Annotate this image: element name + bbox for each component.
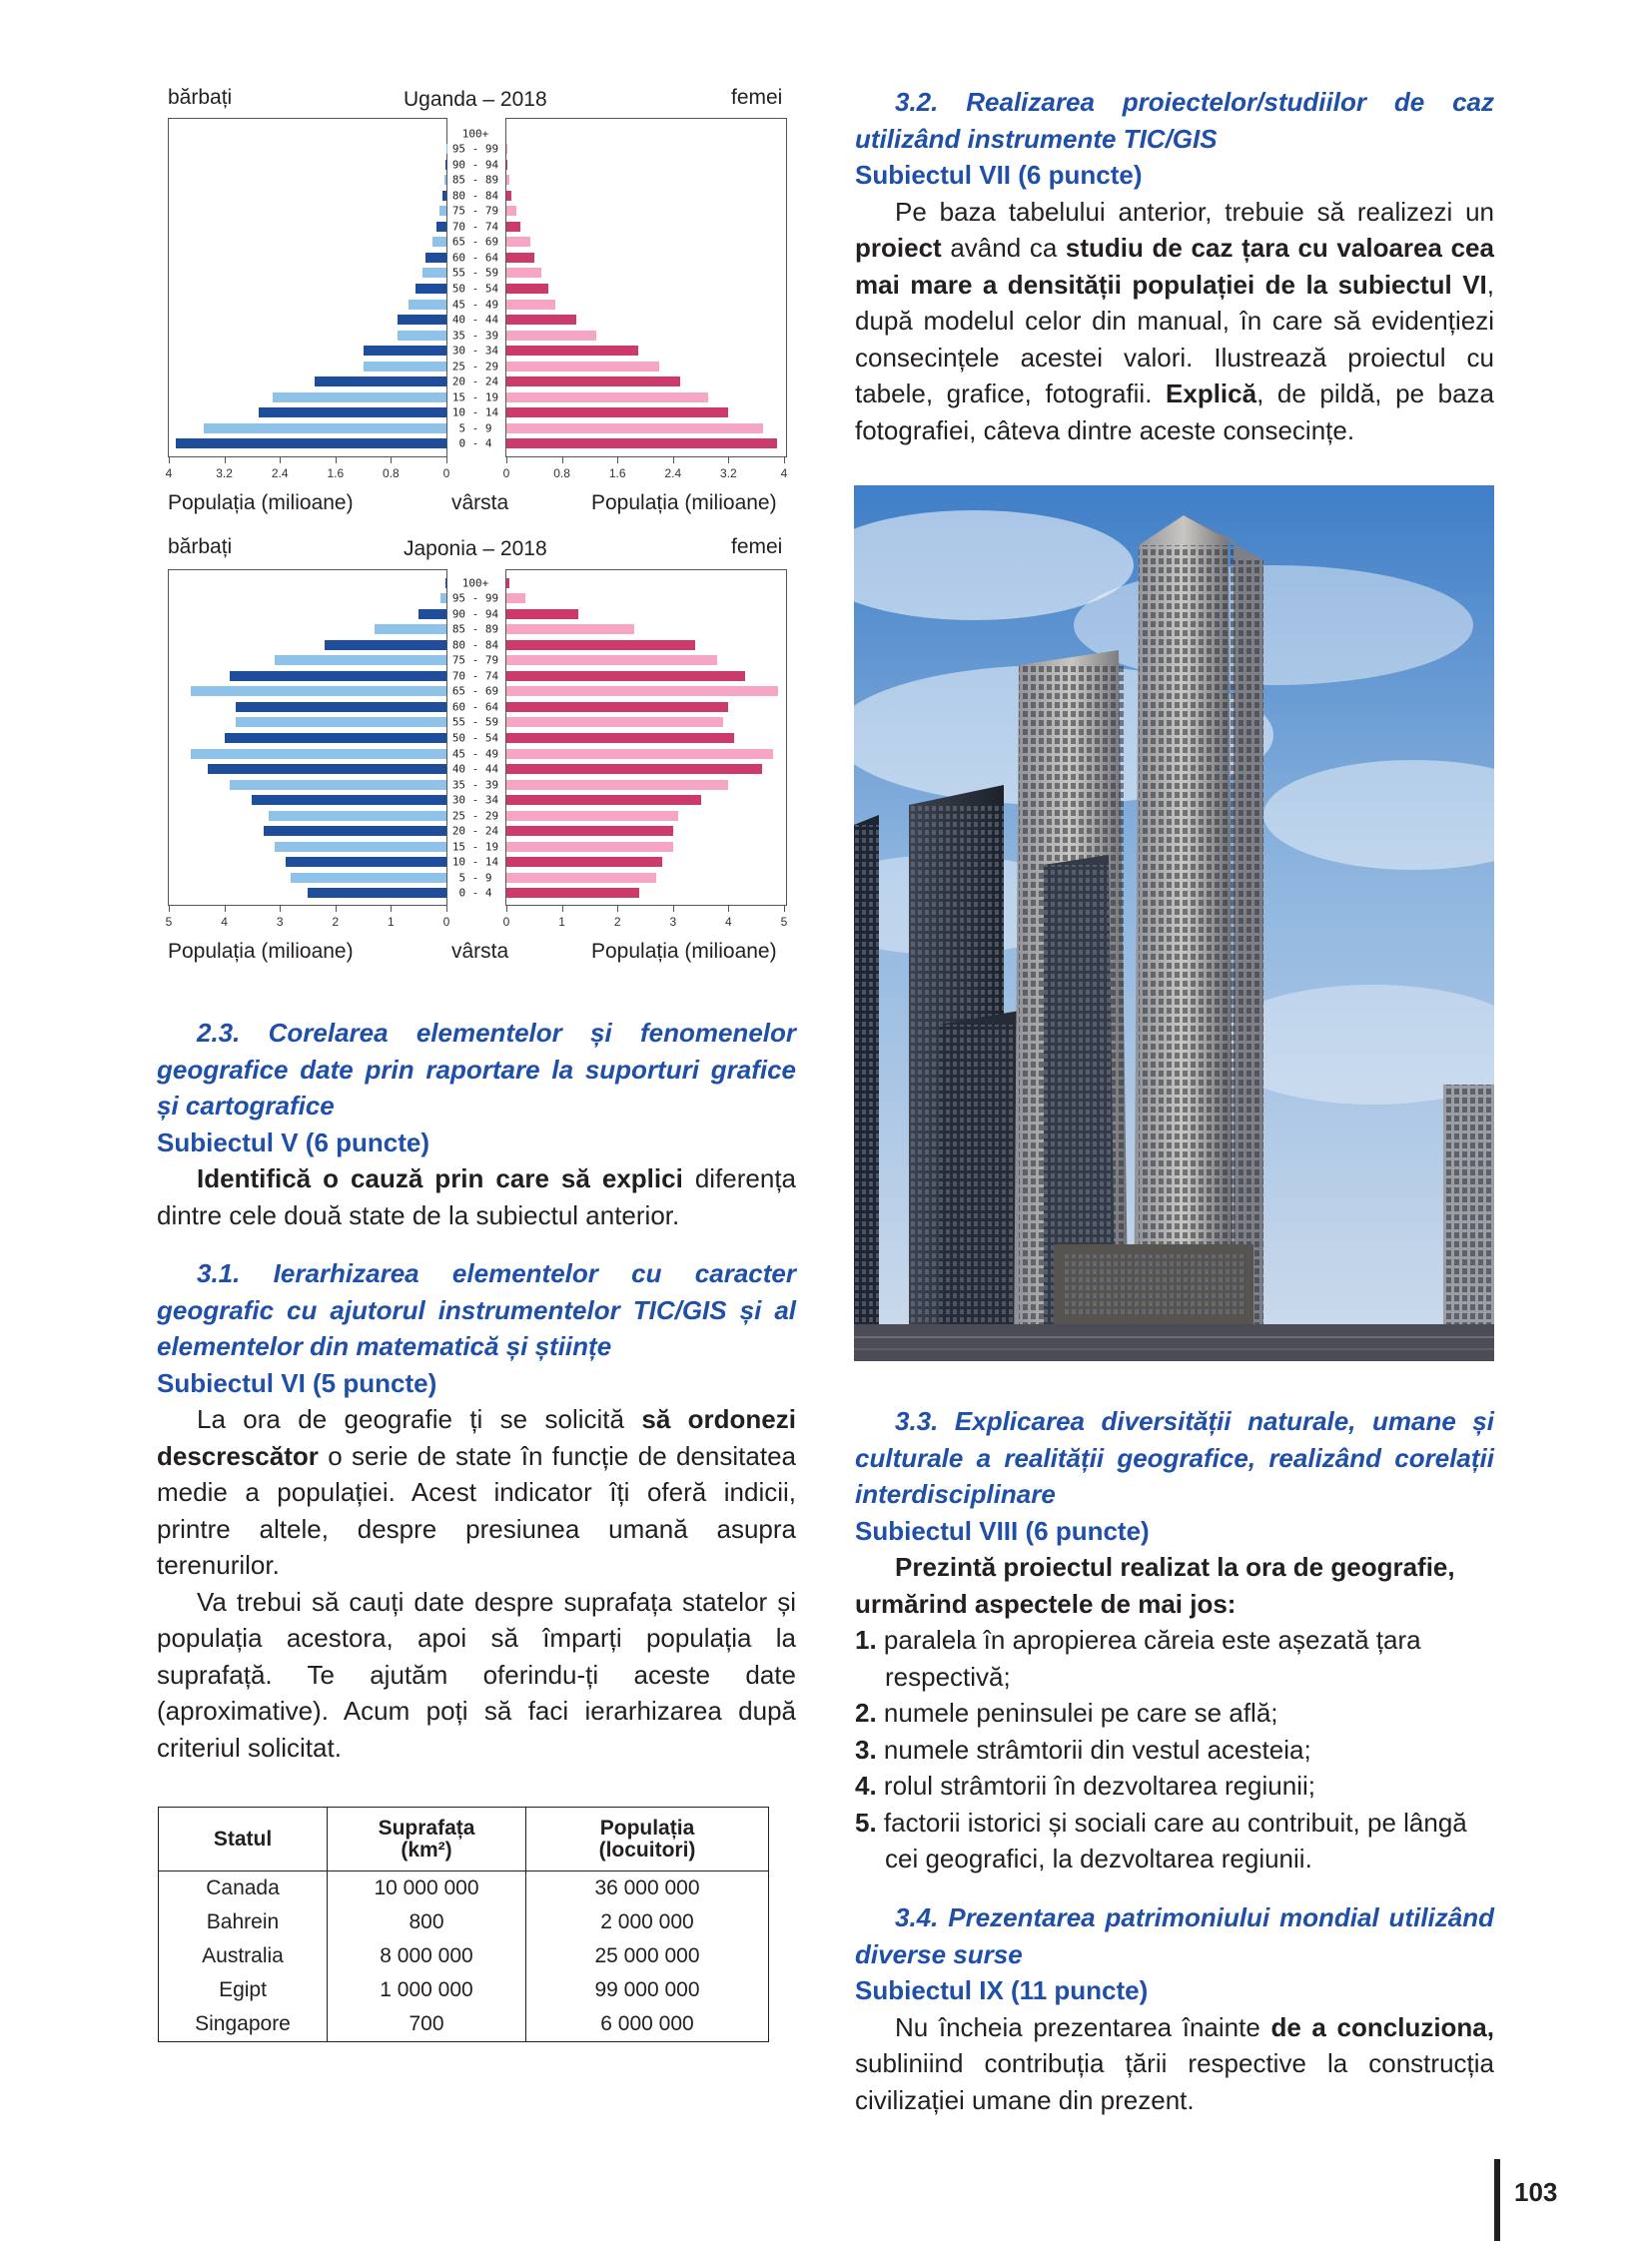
paragraph	[157, 1401, 796, 1584]
text: diferența dintre cele două state de la subiectul anterior.	[157, 1163, 797, 1230]
subject-title: Subiectul VII (6 puncte)	[855, 160, 1143, 190]
x-tick	[784, 905, 785, 912]
x-label-center: vârsta	[451, 491, 509, 514]
age-group-label: 30 - 34	[451, 793, 499, 807]
x-tick-label: 5	[780, 915, 788, 929]
table-row	[159, 1939, 769, 1973]
x-tick-label: 1	[388, 915, 395, 929]
x-tick-label: 5	[165, 915, 173, 929]
x-tick-label: 0	[502, 466, 510, 480]
x-tick	[336, 456, 337, 463]
x-tick	[391, 456, 392, 463]
x-tick-label: 0	[442, 915, 450, 929]
x-tick-label: 0.8	[383, 466, 400, 480]
column-header	[526, 1808, 769, 1871]
x-tick	[446, 905, 447, 912]
age-group-label: 45 - 49	[451, 747, 499, 761]
text: Nu încheia prezentarea înainte	[895, 2011, 1271, 2042]
female-bar	[506, 857, 662, 867]
female-bar	[506, 593, 525, 603]
section-3-2	[855, 84, 1494, 448]
age-group-label: 55 - 59	[451, 266, 499, 280]
age-group-label: 65 - 69	[451, 684, 499, 698]
x-tick-label: 3	[276, 915, 284, 929]
list-number: 3.	[855, 1734, 884, 1765]
subject-title: Subiectul IX (11 puncte)	[855, 1975, 1149, 2005]
age-group-label: 85 - 89	[451, 173, 499, 187]
female-bar	[506, 284, 548, 294]
age-group-label: 50 - 54	[451, 282, 499, 296]
x-tick-label: 2	[613, 915, 621, 929]
x-tick	[446, 456, 447, 463]
age-group-label: 80 - 84	[451, 638, 499, 652]
age-group-label: 35 - 39	[451, 329, 499, 343]
table-cell: 700	[328, 2007, 526, 2042]
male-bar	[252, 795, 446, 805]
age-group-label: 60 - 64	[451, 700, 499, 714]
female-bar	[506, 888, 639, 898]
female-bar	[506, 438, 777, 448]
age-group-label: 15 - 19	[451, 390, 499, 404]
table-cell: 10 000 000	[328, 1871, 526, 1906]
age-group-label: 40 - 44	[451, 313, 499, 327]
header-line: (km²)	[401, 1838, 452, 1862]
bold-text: de a concluziona,	[1270, 2011, 1494, 2042]
female-bar	[506, 624, 634, 634]
table-cell: 1 000 000	[328, 1973, 526, 2007]
male-bar	[422, 268, 446, 278]
x-tick	[617, 456, 618, 463]
female-bar	[506, 253, 534, 263]
female-bar	[506, 407, 728, 417]
female-bar	[506, 191, 511, 201]
x-tick	[784, 456, 785, 463]
list-number: 5.	[855, 1807, 884, 1838]
female-bar	[506, 717, 723, 727]
male-bar	[291, 873, 446, 883]
male-label: bărbați	[168, 535, 233, 558]
age-group-label: 5 - 9	[458, 421, 492, 435]
x-label-left: Populația (milioane)	[168, 940, 354, 963]
x-tick-label: 1	[558, 915, 565, 929]
female-bar	[506, 376, 680, 386]
list-item	[855, 1695, 1494, 1732]
list-item	[855, 1732, 1494, 1769]
male-bar	[208, 764, 446, 774]
x-tick-label: 4	[221, 915, 228, 929]
female-bar	[506, 392, 708, 402]
male-bar	[325, 640, 446, 650]
subject-title: Subiectul V (6 puncte)	[157, 1126, 430, 1157]
male-bar	[415, 284, 446, 294]
age-group-label: 20 - 24	[451, 824, 499, 838]
female-bar	[506, 686, 778, 696]
table-cell: 36 000 000	[526, 1871, 769, 1906]
bold-text: proiect	[855, 233, 942, 263]
table-cell: 2 000 000	[526, 1905, 769, 1939]
paragraph: Va trebui să cauți date despre suprafața statelor și populația acestora, apoi să împarți populația la suprafață. Te ajutăm oferindu-ți aceste date (aproximative). Acum poți să faci ierarhizarea după criteriul solicitat.	[157, 1586, 796, 1763]
male-bar	[176, 438, 446, 448]
male-bar	[259, 407, 446, 417]
subject-title: Subiectul VIII (6 puncte)	[855, 1515, 1150, 1546]
table-cell: 99 000 000	[526, 1973, 769, 2007]
x-tick	[169, 905, 170, 912]
table-cell: Egipt	[159, 1973, 328, 2007]
female-bar	[506, 175, 509, 185]
list-text: numele peninsulei pe care se află;	[883, 1698, 1278, 1728]
table-cell: 800	[328, 1905, 526, 1939]
male-bar	[418, 609, 446, 619]
text: , după modelul celor din manual, în care să evidențiezi consecințele acestei valori. Ilustrează proiectul cu tabele, grafice, fotografii.	[855, 269, 1494, 408]
chart-title: Uganda – 2018	[404, 88, 547, 111]
table-cell: 25 000 000	[526, 1939, 769, 1973]
x-tick	[280, 905, 281, 912]
x-tick	[562, 456, 563, 463]
x-tick-label: 1.6	[608, 466, 626, 480]
age-group-label: 75 - 79	[451, 653, 499, 667]
male-bar	[275, 842, 446, 852]
header-line: Populația	[599, 1816, 695, 1840]
female-bar	[506, 733, 734, 743]
age-group-label: 35 - 39	[451, 778, 499, 792]
age-group-label: 70 - 74	[451, 220, 499, 234]
section-3-1	[157, 1255, 796, 1766]
section-heading: 3.1. Ierarhizarea elementelor cu caracter geografic cu ajutorul instrumentelor TIC/GIS și al elementelor din matematică și științe	[157, 1258, 796, 1361]
age-group-label: 0 - 4	[458, 886, 492, 900]
x-tick	[169, 456, 170, 463]
age-group-label: 40 - 44	[451, 762, 499, 776]
male-bar	[275, 655, 446, 665]
male-bar	[442, 191, 446, 201]
male-label: bărbați	[168, 86, 233, 109]
female-bar	[506, 842, 673, 852]
header-line: (locuitori)	[598, 1838, 696, 1862]
bold-text: Identifică o cauză prin care să explici	[197, 1163, 683, 1193]
female-bar	[506, 609, 578, 619]
paragraph	[855, 194, 1494, 449]
male-bar	[273, 392, 446, 402]
male-bar	[375, 624, 446, 634]
list-text: paralela în apropierea căreia este așezată țara respectivă;	[883, 1625, 1421, 1692]
female-label: femei	[731, 86, 783, 109]
age-group-label: 50 - 54	[451, 731, 499, 745]
list-number: 2.	[855, 1698, 884, 1728]
page-number-bar	[1494, 2159, 1500, 2241]
male-bar	[286, 857, 446, 867]
age-group-label: 60 - 64	[451, 251, 499, 265]
x-tick	[728, 905, 729, 912]
female-bar	[506, 315, 576, 325]
female-bar	[506, 655, 717, 665]
x-tick	[506, 905, 507, 912]
table-body	[159, 1871, 769, 2042]
age-group-label: 65 - 69	[451, 235, 499, 249]
section-heading: 2.3. Corelarea elementelor și fenomenelor geografice date prin raportare la suporturi grafice și cartografice	[157, 1018, 796, 1120]
male-bar	[432, 237, 446, 247]
x-tick	[391, 905, 392, 912]
x-tick-label: 2.4	[271, 466, 289, 480]
section-heading: 3.4. Prezentarea patrimoniului mondial utilizând diverse surse	[855, 1902, 1494, 1969]
male-bar	[236, 702, 446, 712]
skyline-image	[854, 485, 1494, 1361]
female-bar	[506, 222, 520, 232]
age-group-label: 25 - 29	[451, 809, 499, 823]
x-tick	[506, 456, 507, 463]
male-plot-area	[168, 118, 447, 457]
male-bar	[236, 717, 446, 727]
female-bar	[506, 640, 695, 650]
female-bar	[506, 702, 728, 712]
list-item	[855, 1622, 1494, 1695]
subject-title: Subiectul VI (5 puncte)	[157, 1367, 437, 1398]
list-item	[855, 1768, 1494, 1805]
x-tick	[673, 456, 674, 463]
list-number: 4.	[855, 1771, 884, 1801]
table-row	[159, 2007, 769, 2042]
bold-text: studiu de caz țara cu valoarea cea mai mare a densității populației de la subiectul VI	[855, 233, 1494, 300]
x-tick-label: 2.4	[664, 466, 682, 480]
section-heading: 3.3. Explicarea diversității naturale, umane și culturale a realității geografice, realizând corelații interdisciplinare	[855, 1406, 1494, 1509]
text: , de pildă, pe baza fotografiei, câteva dintre aceste consecințe.	[855, 378, 1494, 445]
female-bar	[506, 671, 745, 681]
list-text: numele strâmtorii din vestul acesteia;	[883, 1734, 1311, 1765]
section-2-3	[157, 1015, 796, 1233]
female-bar	[506, 346, 638, 356]
male-bar	[269, 811, 446, 821]
table-cell: Australia	[159, 1939, 328, 1973]
age-group-label: 80 - 84	[451, 189, 499, 203]
column-header: Statul	[159, 1808, 328, 1871]
male-bar	[440, 593, 446, 603]
age-group-label: 10 - 14	[451, 405, 499, 419]
x-tick	[336, 905, 337, 912]
male-bar	[191, 749, 446, 759]
age-group-label: 100+	[461, 576, 489, 590]
x-tick-label: 3	[669, 915, 677, 929]
table-cell: Singapore	[159, 2007, 328, 2042]
female-bar	[506, 826, 673, 836]
female-label: femei	[731, 535, 783, 558]
male-bar	[204, 423, 446, 433]
x-tick-label: 0	[442, 466, 450, 480]
female-bar	[506, 764, 762, 774]
x-tick	[673, 905, 674, 912]
paragraph	[157, 1160, 796, 1233]
table-header-row	[159, 1808, 769, 1871]
x-tick	[225, 905, 226, 912]
x-tick	[728, 456, 729, 463]
x-tick	[617, 905, 618, 912]
female-bar	[506, 160, 507, 170]
table-cell: Canada	[159, 1871, 328, 1906]
age-group-label: 5 - 9	[458, 871, 492, 885]
male-bar	[439, 206, 446, 216]
text: Pe baza tabelului anterior, trebuie să realizezi un	[895, 196, 1494, 227]
female-bar	[506, 331, 596, 341]
list-text: factorii istorici și sociali care au contribuit, pe lângă cei geografici, la dezvoltarea regiunii.	[883, 1807, 1467, 1873]
female-bar	[506, 578, 509, 588]
x-label-right: Populația (milioane)	[591, 491, 777, 514]
male-bar	[445, 160, 446, 170]
male-bar	[230, 671, 446, 681]
male-bar	[308, 888, 446, 898]
male-bar	[436, 222, 446, 232]
x-tick-label: 3.2	[216, 466, 233, 480]
text: subliniind contribuția țării respective la construcția civilizației umane din prezent.	[855, 2048, 1494, 2115]
age-group-label: 30 - 34	[451, 344, 499, 358]
male-bar	[264, 826, 446, 836]
male-bar	[444, 175, 446, 185]
female-bar	[506, 795, 701, 805]
age-group-label: 0 - 4	[458, 436, 492, 450]
age-group-label: 95 - 99	[451, 142, 499, 156]
x-tick-label: 4	[725, 915, 732, 929]
female-bar	[506, 362, 659, 372]
section-3-3	[855, 1403, 1494, 1877]
male-bar	[409, 300, 446, 310]
age-group-label: 90 - 94	[451, 158, 499, 172]
age-group-label: 70 - 74	[451, 669, 499, 683]
table-row	[159, 1871, 769, 1906]
table-cell: 6 000 000	[526, 2007, 769, 2042]
age-group-label: 10 - 14	[451, 855, 499, 869]
x-tick-label: 1.6	[327, 466, 345, 480]
male-bar	[398, 315, 446, 325]
female-bar	[506, 206, 516, 216]
male-bar	[225, 733, 446, 743]
column-header	[328, 1808, 526, 1871]
x-tick	[225, 456, 226, 463]
male-bar	[191, 686, 446, 696]
female-bar	[506, 237, 530, 247]
x-tick	[562, 905, 563, 912]
male-bar	[364, 346, 446, 356]
table-row	[159, 1973, 769, 2007]
header-line: Suprafața	[378, 1816, 475, 1840]
female-bar	[506, 300, 555, 310]
x-tick-label: 0	[502, 915, 510, 929]
female-bar	[506, 423, 763, 433]
male-bar	[398, 331, 446, 341]
x-label-left: Populația (milioane)	[168, 491, 354, 514]
x-tick-label: 4	[780, 466, 788, 480]
age-group-label: 15 - 19	[451, 840, 499, 854]
age-group-label: 25 - 29	[451, 360, 499, 374]
x-tick	[280, 456, 281, 463]
bold-text: Explică	[1166, 378, 1257, 408]
age-group-label: 85 - 89	[451, 622, 499, 636]
list-number: 1.	[855, 1625, 884, 1655]
x-label-right: Populația (milioane)	[591, 940, 777, 963]
age-group-label: 90 - 94	[451, 607, 499, 621]
female-bar	[506, 873, 656, 883]
age-group-label: 95 - 99	[451, 591, 499, 605]
skyline-photo	[854, 485, 1494, 1361]
x-label-center: vârsta	[451, 940, 509, 963]
x-tick-label: 3.2	[720, 466, 737, 480]
female-bar	[506, 780, 728, 790]
table-cell: 8 000 000	[328, 1939, 526, 1973]
bold-text: să ordonezi descrescător	[157, 1404, 796, 1471]
section-3-4	[855, 1899, 1494, 2118]
list-text: rolul strâmtorii în dezvoltarea regiunii;	[883, 1771, 1315, 1801]
text: având ca	[941, 233, 1066, 263]
age-group-label: 20 - 24	[451, 374, 499, 388]
male-bar	[230, 780, 446, 790]
x-tick-label: 0.8	[553, 466, 570, 480]
aspects-list	[855, 1622, 1494, 1877]
x-tick-label: 4	[165, 466, 173, 480]
chart-title: Japonia – 2018	[404, 537, 547, 560]
list-item	[855, 1805, 1494, 1877]
density-table	[158, 1807, 769, 2042]
male-bar	[315, 376, 446, 386]
female-bar	[506, 811, 678, 821]
text: La ora de geografie ți se solicită	[197, 1404, 642, 1434]
paragraph	[855, 2009, 1494, 2119]
female-bar	[506, 749, 773, 759]
male-bar	[445, 578, 446, 588]
page-number: 103	[1514, 2177, 1558, 2207]
section-heading: 3.2. Realizarea proiectelor/studiilor de caz utilizând instrumente TIC/GIS	[855, 87, 1494, 154]
x-tick-label: 2	[332, 915, 340, 929]
text: o serie de state în funcție de densitatea medie a populației. Acest indicator îți oferă indicii, printre altele, despre presiunea umană asupra terenurilor.	[157, 1440, 796, 1580]
table-cell: Bahrein	[159, 1905, 328, 1939]
age-group-label: 100+	[461, 127, 489, 141]
male-bar	[425, 253, 446, 263]
age-group-label: 75 - 79	[451, 204, 499, 218]
age-group-label: 45 - 49	[451, 298, 499, 312]
table-row	[159, 1905, 769, 1939]
female-bar	[506, 268, 541, 278]
age-group-label: 55 - 59	[451, 715, 499, 729]
male-bar	[364, 362, 446, 372]
paragraph: Prezintă proiectul realizat la ora de geografie, urmărind aspectele de mai jos:	[855, 1552, 1455, 1619]
